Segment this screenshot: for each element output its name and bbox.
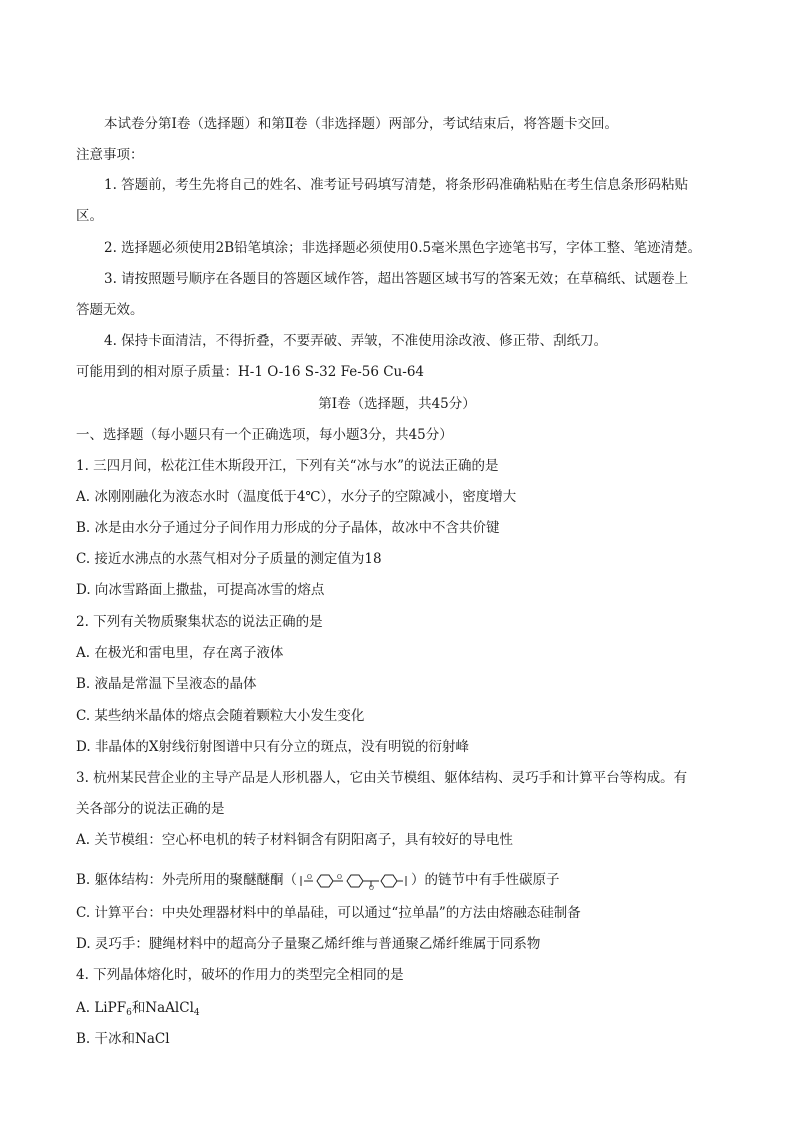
notice-item-1: 1. 答题前，考生先将自己的姓名、准考证号码填写清楚，将条形码准确粘贴在考生信息条形码粘贴 [104,177,689,193]
q2-stem: 2. 下列有关物质聚集状态的说法正确的是 [76,614,323,630]
notice-item-1-cont: 区。 [76,208,103,224]
q1-option-a: A. 冰刚刚融化为液态水时（温度低于4℃），水分子的空隙减小，密度增大 [76,489,517,505]
notice-item-3-cont: 答题无效。 [76,302,144,318]
notice-item-3: 3. 请按照题号顺序在各题目的答题区域作答，超出答题区域书写的答案无效；在草稿纸、试题卷上 [104,271,689,287]
q3-stem: 3. 杭州某民营企业的主导产品是人形机器人，它由关节模组、躯体结构、灵巧手和计算平台等构成。有 [76,770,688,786]
q4-option-b: B. 干冰和NaCl [76,1031,170,1047]
section-title: 一、选择题（每小题只有一个正确选项，每小题3分，共45分） [76,427,453,443]
q2-option-c: C. 某些纳米晶体的熔点会随着颗粒大小发生变化 [76,708,365,724]
q1-option-b: B. 冰是由水分子通过分子间作用力形成的分子晶体，故冰中不含共价键 [76,520,500,536]
q2-option-a: A. 在极光和雷电里，存在离子液体 [76,645,284,661]
svg-text:O: O [369,884,374,890]
q3-option-b [76,870,560,890]
q3-option-a: A. 关节模组：空心杯电机的转子材料铜含有阴阳离子，具有较好的导电性 [76,832,513,848]
q3-option-d: D. 灵巧手：腱绳材料中的超高分子量聚乙烯纤维与普通聚乙烯纤维属于同系物 [76,936,541,952]
q4-option-a-part2: 和NaAlCl [131,1000,194,1016]
svg-text:O: O [337,873,342,881]
q2-option-d: D. 非晶体的X射线衍射图谱中只有分立的斑点，没有明锐的衍射峰 [76,739,470,755]
q3-option-c: C. 计算平台：中央处理器材料中的单晶硅，可以通过“拉单晶”的方法由熔融态硅制备 [76,905,581,921]
notice-item-4: 4. 保持卡面清洁，不得折叠，不要弄破、弄皱，不准使用涂改液、修正带、刮纸刀。 [104,333,608,349]
q2-option-b: B. 液晶是常温下呈液态的晶体 [76,676,257,692]
q4-option-a-part1: A. LiPF [76,1000,127,1016]
q1-option-d: D. 向冰雪路面上撒盐，可提高冰雪的熔点 [76,582,325,598]
q1-option-c: C. 接近水沸点的水蒸气相对分子质量的测定值为18 [76,551,382,567]
q4-stem: 4. 下列晶体熔化时，破坏的作用力的类型完全相同的是 [76,967,404,983]
notice-heading: 注意事项： [76,147,144,163]
part-title: 第Ⅰ卷（选择题，共45分） [318,396,476,412]
svg-text:O: O [307,873,312,881]
q3-option-b-prefix: B. 躯体结构：外壳所用的聚醚醚酮（ [76,872,298,888]
q4-option-a-subscript-1: 6 [126,1008,132,1018]
q3-stem-cont: 关各部分的说法正确的是 [76,801,225,817]
peek-structure-image [299,872,409,890]
atomic-masses: 可能用到的相对原子质量：H-1 O-16 S-32 Fe-56 Cu-64 [76,364,424,380]
q4-option-a-subscript-2: 4 [193,1008,200,1018]
intro-text: 本试卷分第Ⅰ卷（选择题）和第Ⅱ卷（非选择题）两部分，考试结束后，将答题卡交回。 [104,116,619,132]
notice-item-2: 2. 选择题必须使用2B铅笔填涂；非选择题必须使用0.5毫米黑色字迹笔书写，字体工整、笔迹清楚。 [104,240,702,256]
q3-option-b-suffix: ）的链节中有手性碳原子 [411,872,560,888]
q1-stem: 1. 三四月间，松花江佳木斯段开江，下列有关“冰与水”的说法正确的是 [76,458,499,474]
q4-option-a [76,998,200,1023]
